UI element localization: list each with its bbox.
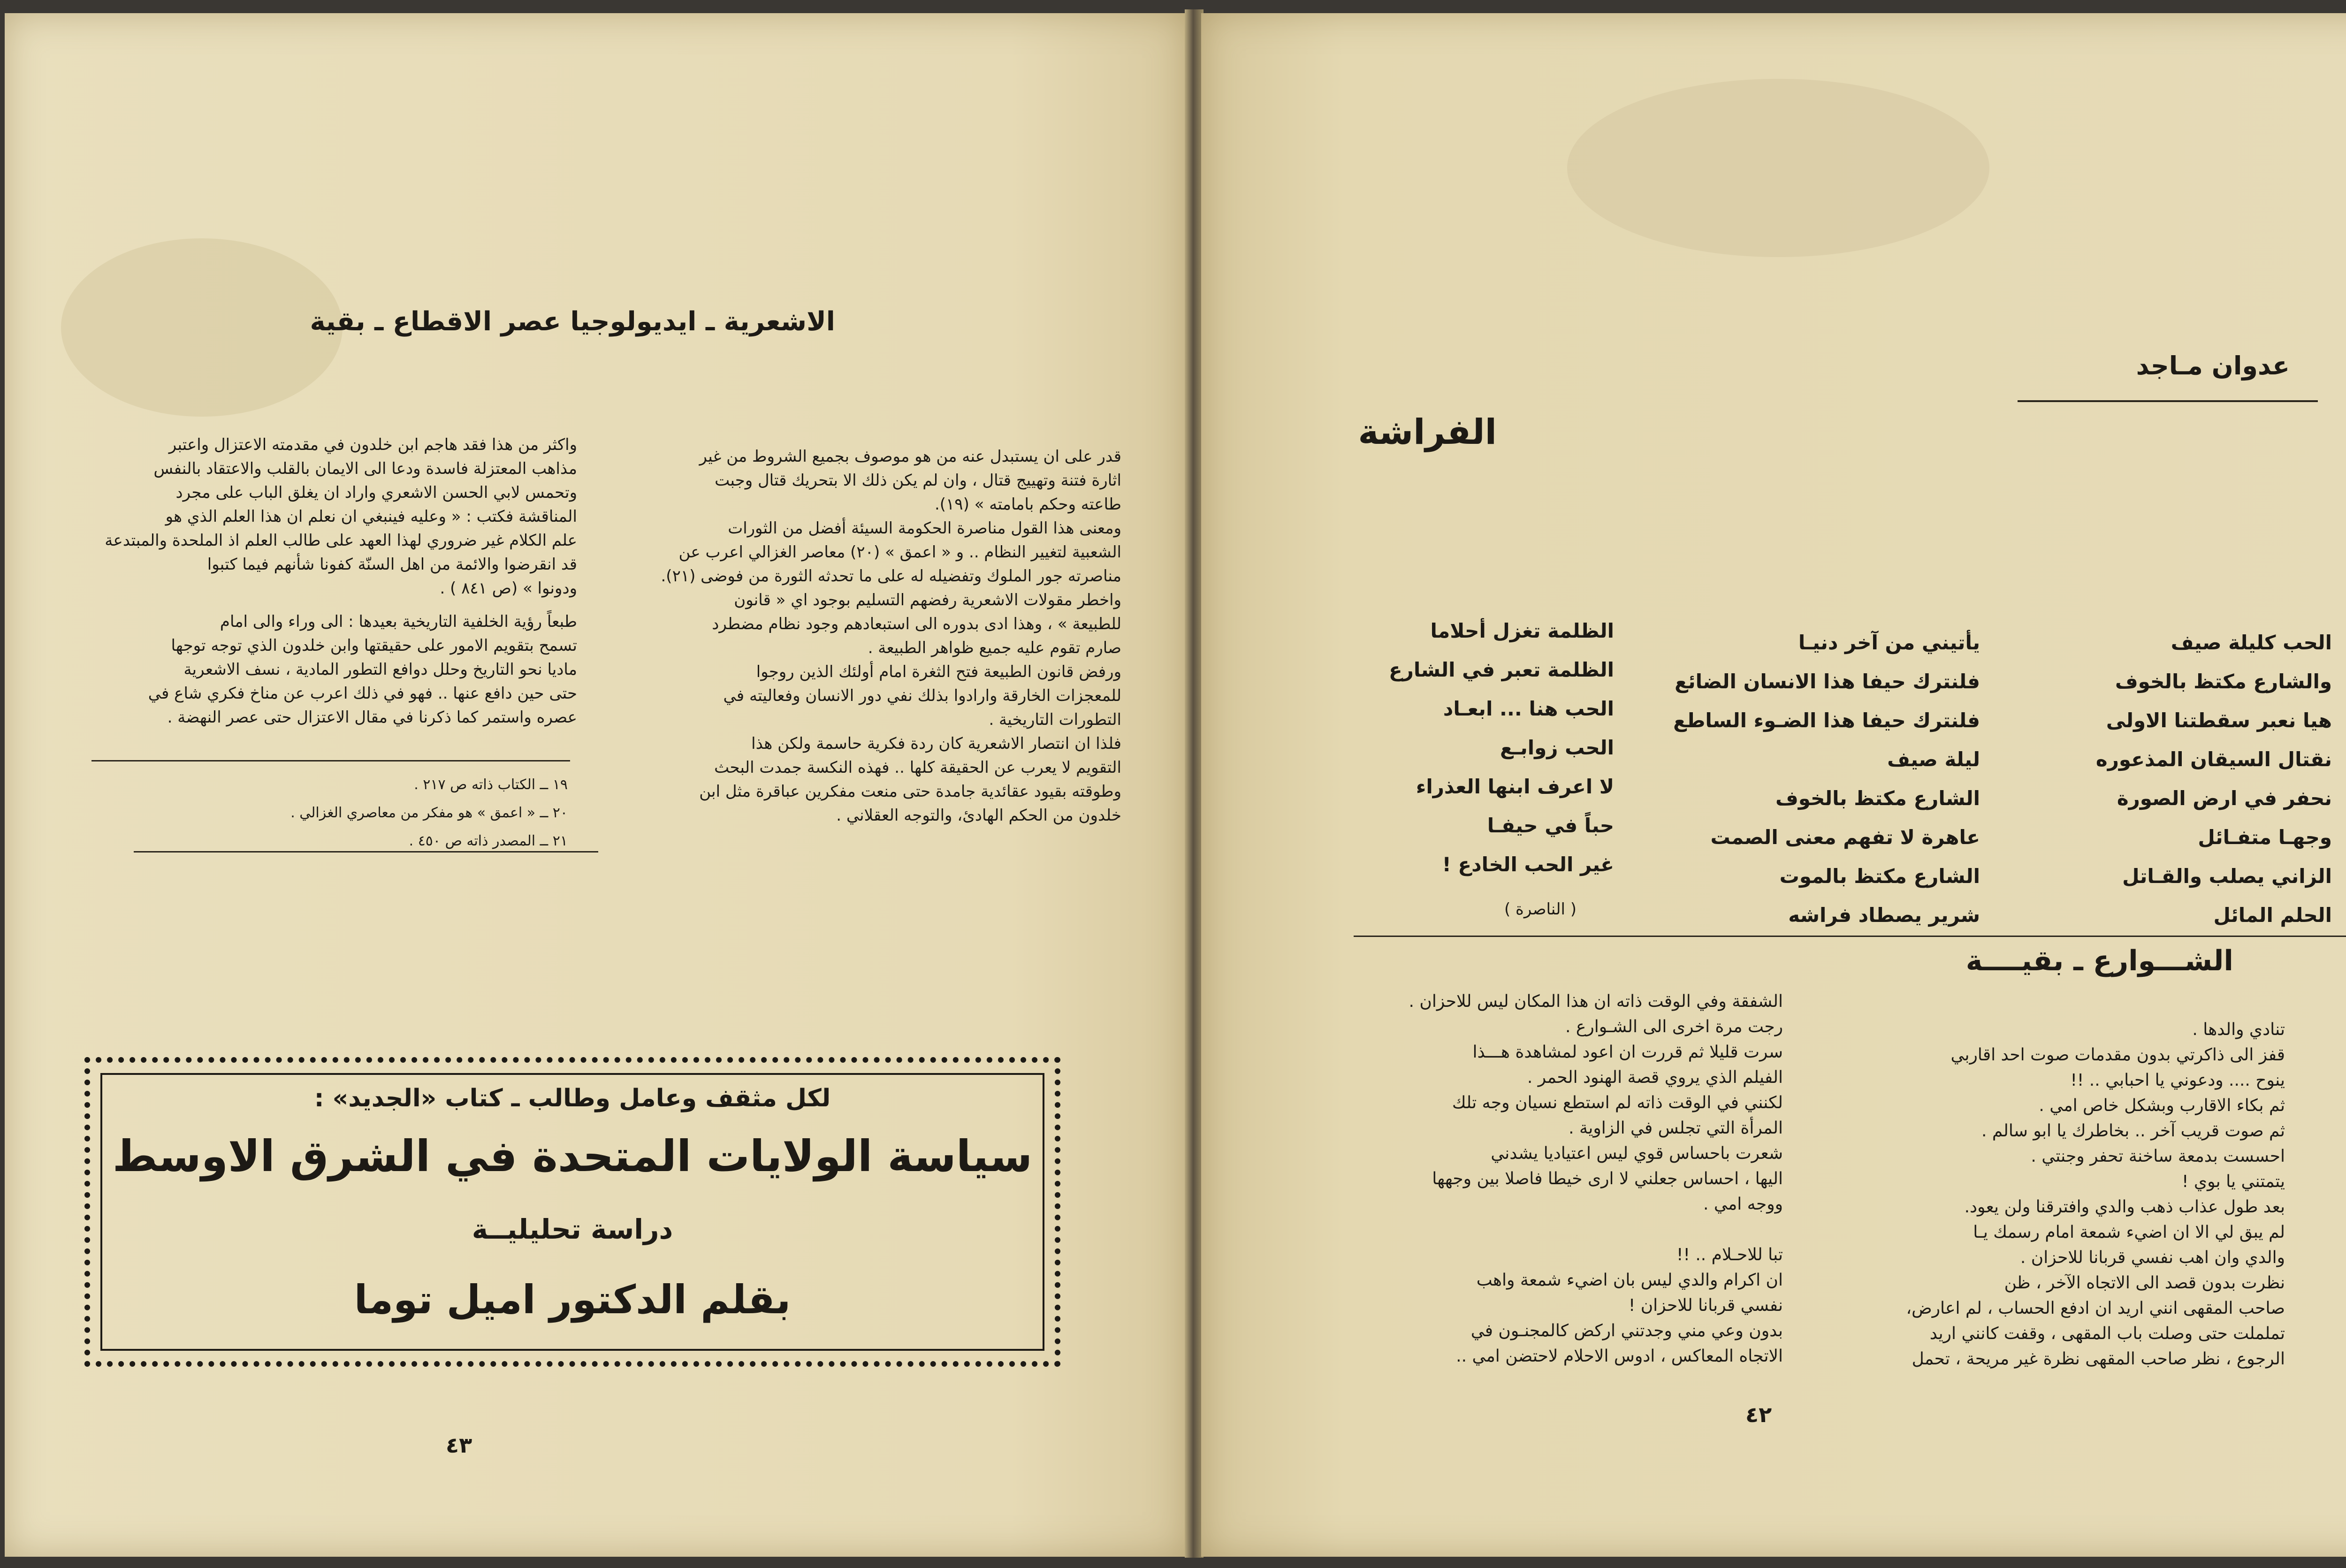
text-line: بعد طول عذاب ذهب والدي وافترقنا ولن يعود.	[1964, 1197, 2285, 1217]
text-line: بدون وعي مني وجدتني اركض كالمجنـون في	[1470, 1321, 1783, 1340]
poem-line: غير الحب الخادع !	[1442, 853, 1614, 876]
footnote: ٢١ ــ المصدر ذاته ص ٤٥٠ .	[409, 833, 568, 849]
text-line: الاتجاه المعاكس ، ادوس الاحلام لاحتضن امي ..	[1456, 1347, 1783, 1366]
text-line: واخطر مقولات الاشعرية رفضهم التسليم بوجود اي « قانون	[734, 591, 1121, 609]
poem-line: الحب كليلة صيف	[2171, 631, 2332, 654]
text-line: ينوح .... ودعوني يا احبابي .. !!	[2070, 1071, 2285, 1090]
text-line: شعرت باحساس قوي ليس اعتياديا يشدني	[1491, 1144, 1783, 1163]
section-divider	[1354, 936, 2346, 937]
text-line: علم الكلام غير ضروري لهذا العهد على طالب العلم اذ الملحدة والمبتدعة	[105, 531, 577, 550]
ad-intro: لكل مثقف وعامل وطالب ـ كتاب «الجديد» :	[314, 1084, 831, 1112]
footnotes	[131, 771, 568, 855]
text-line: وتحمس لابي الحسن الاشعري واراد ان يغلق الباب على مجرد	[175, 483, 577, 502]
poem-line: حباً في حيفـا	[1487, 814, 1614, 837]
text-line: حتى حين دافع عنها .. فهو في ذلك اعرب عن مناخ فكري شاع في	[148, 684, 577, 703]
text-line: المناقشة فكتب : « وعليه فينبغي ان نعلم ان هذا العلم الذي هو	[165, 507, 577, 526]
poem-line: هيا نعبر سقطتنا الاولى	[2106, 709, 2332, 732]
text-line: وطوقته بقيود عقائدية جامدة حتى منعت مفكرين عباقرة مثل ابن	[699, 782, 1121, 801]
poem-line: شرير يصطاد فراشه	[1788, 904, 1980, 927]
poem-column-2	[1652, 623, 1980, 935]
text-line: ومعنى هذا القول مناصرة الحكومة السيئة أفضل من الثورات	[728, 519, 1121, 538]
text-line: احسست بدمعة ساخنة تحفر وجنتي .	[2031, 1147, 2285, 1166]
page-42	[1201, 13, 2346, 1557]
poem-line: الظلمة تعبر في الشارع	[1388, 658, 1614, 681]
poem-line: الزاني يصلب والقـاتل	[2122, 865, 2332, 888]
text-line: للطبيعة » ، وهذا ادى بدوره الى استبعادهم وجود نظام مضطرد	[712, 615, 1121, 633]
text-line: المرأة التي تجلس في الزاوية .	[1569, 1119, 1783, 1138]
section-title: الشـــوارع ـ بقيــــة	[1965, 944, 2233, 977]
poem-line: الحلم المائل	[2213, 904, 2332, 927]
article-title: الاشعرية ـ ايديولوجيا عصر الاقطاع ـ بقية	[310, 306, 835, 337]
page-number: ٤٣	[446, 1432, 472, 1458]
story-column-right	[1816, 1017, 2285, 1372]
author-underline	[2018, 400, 2318, 402]
text-line: الرجوع ، نظر صاحب المقهى نظرة غير مريحة ، تحمل	[1912, 1349, 2285, 1369]
text-line: نظرت بدون قصد الى الاتجاه الآخر ، ظن	[2004, 1273, 2285, 1293]
text-line: صارم تقوم عليه جميع ظواهر الطبيعة .	[868, 639, 1121, 657]
text-line: قدر على ان يستبدل عنه من هو موصوف بجميع الشروط من غير	[699, 447, 1121, 466]
page-number: ٤٢	[1745, 1402, 1772, 1427]
text-line: خلدون من الحكم الهادئ، والتوجه العقلاني .	[836, 806, 1121, 825]
poem-title: الفراشة	[1358, 412, 1497, 452]
text-line: مذاهب المعتزلة فاسدة ودعا الى الايمان بالقلب والاعتقاد بالنفس	[153, 459, 577, 478]
text-line: اليها ، احساس جعلني لا ارى خيطا فاصلا بين وجهها	[1432, 1169, 1783, 1188]
text-line: مناصرته جور الملوك وتفضيله له على ما تحدثه الثورة من فوضى (٢١).	[661, 567, 1121, 586]
ad-subtitle: دراسة تحليليــة	[472, 1213, 673, 1245]
poem-line: الحب زوابـع	[1500, 736, 1614, 759]
poem-line: فلنترك حيفا هذا الضـوء الساطع	[1673, 709, 1980, 732]
footnote: ٢٠ ــ « اعمق » هو مفكر من معاصري الغزالي .	[290, 805, 568, 821]
text-line: واكثر من هذا فقد هاجم ابن خلدون في مقدمته الاعتزال واعتبر	[168, 435, 577, 454]
text-line: التطورات التاريخية .	[989, 710, 1121, 729]
text-line: طبعاً رؤية الخلفية التاريخية بعيدها : الى وراء والى امام	[220, 612, 577, 631]
poem-line: لا اعرف ابنها العذراء	[1416, 775, 1614, 798]
story-column-left	[1314, 989, 1783, 1369]
column-end-rule	[134, 851, 598, 853]
poem-line: عاهرة لا تفهم معنى الصمت	[1710, 826, 1980, 849]
poem-line: الحب هنا ... ابعـاد	[1443, 697, 1614, 720]
text-line: للمعجزات الخارقة وارادوا بذلك نفي دور الانسان وفعاليته في	[723, 686, 1121, 705]
text-line: عصره واستمر كما ذكرنا في مقال الاعتزال حتى عصر النهضة .	[167, 708, 577, 727]
text-line: تسمح بتقويم الامور على حقيقتها وابن خلدون الذي توجه توجها	[171, 636, 577, 655]
poem-line: والشارع مكتظ بالخوف	[2115, 670, 2332, 693]
poem-line: نقتال السيقان المذعوره	[2095, 748, 2332, 771]
book-gutter	[1185, 9, 1203, 1558]
poem-line: يأتيني من آخر دنيـا	[1798, 631, 1980, 654]
advertisement-frame	[100, 1073, 1044, 1351]
text-line: ثم صوت قريب آخر .. بخاطرك يا ابو سالم .	[1981, 1121, 2285, 1141]
text-line: والدي وان اهب نفسي قربانا للاحزان .	[2020, 1248, 2285, 1267]
text-line: ووجه امي .	[1703, 1195, 1783, 1214]
article-column-left	[84, 433, 577, 730]
paper-stain	[1567, 79, 1989, 257]
text-line: ان اكرام والدي ليس بان اضيء شمعة واهب	[1476, 1271, 1783, 1290]
text-line: سرت قليلا ثم قررت ان اعود لمشاهدة هـــذا	[1472, 1043, 1783, 1062]
article-column-right	[591, 445, 1121, 828]
book-advertisement	[84, 1057, 1060, 1367]
text-line: قد انقرضوا والائمة من اهل السنّة كفونا شأنهم فيما كتبوا	[207, 555, 577, 574]
text-line: الشفقة وفي الوقت ذاته ان هذا المكان ليس للاحزان .	[1409, 992, 1783, 1011]
poem-line: نحفر في ارض الصورة	[2117, 787, 2332, 810]
text-line: تنادي والدها .	[2192, 1020, 2285, 1039]
text-line: رجت مرة اخرى الى الشـوارع .	[1565, 1017, 1783, 1036]
poem-line: فلنترك حيفا هذا الانسان الضائع	[1675, 670, 1980, 693]
text-line: ودونوا » (ص ٨٤١ ) .	[440, 579, 577, 598]
text-line: لكنني في الوقت ذاته لم استطع نسيان وجه تلك	[1452, 1093, 1783, 1112]
ad-book-title: سياسة الولايات المتحدة في الشرق الاوسط	[112, 1131, 1033, 1181]
text-line: لم يبق لي الا ان اضيء شمعة امام رسمك يـا	[1973, 1223, 2285, 1242]
text-line: قفز الى ذاكرتي بدون مقدمات صوت احد اقاربي	[1950, 1045, 2285, 1065]
text-line: اثارة فتنة وتهييج قتال ، وان لم يكن ذلك الا بتحريك قتال وجبت	[715, 471, 1121, 490]
text-line: صاحب المقهى انني اريد ان ادفع الحساب ، لم اعارض،	[1906, 1299, 2285, 1318]
text-line: تبا للاحـلام .. !!	[1676, 1245, 1783, 1264]
text-line: الفيلم الذي يروي قصة الهنود الحمر .	[1527, 1068, 1783, 1087]
poem-line: الشارع مكتظ بالخوف	[1775, 787, 1980, 810]
text-line: طاعته وحكم بامامته » (١٩).	[934, 495, 1121, 514]
text-line: يتمتني يا بوي !	[2182, 1172, 2285, 1191]
ad-author: بقلم الدكتور اميل توما	[354, 1277, 791, 1323]
text-line: الشعبية لتغيير النظام .. و « اعمق » (٢٠) معاصر الغزالي اعرب عن	[678, 543, 1121, 562]
page-43	[5, 13, 1187, 1557]
text-line: ثم بكاء الاقارب وبشكل خاص امي .	[2039, 1096, 2285, 1115]
poem-author: عدوان مـاجد	[2136, 351, 2290, 381]
footnote-divider	[91, 760, 570, 761]
footnote: ١٩ ــ الكتاب ذاته ص ٢١٧ .	[414, 776, 568, 793]
poem-line: الشارع مكتظ بالموت	[1779, 865, 1980, 888]
text-line: فلذا ان انتصار الاشعرية كان ردة فكرية حاسمة ولكن هذا	[751, 734, 1121, 753]
text-line: التقويم لا يعرب عن الحقيقة كلها .. فهذه النكسة جمدت البحث	[714, 758, 1121, 777]
poem-line: ليلة صيف	[1887, 748, 1980, 771]
poem-place: ( الناصرة )	[1504, 900, 1577, 919]
poem-line: الظلمة تغزل أحلاما	[1430, 619, 1614, 642]
poem-column-3	[1309, 611, 1614, 884]
poem-line: وجهـا متفـائل	[2198, 826, 2332, 849]
text-line: نفسي قربانا للاحزان !	[1628, 1296, 1783, 1315]
text-line: ماديا نحو التاريخ وحلل دوافع التطور المادية ، نسف الاشعرية	[183, 660, 577, 679]
text-line: ورفض قانون الطبيعة فتح الثغرة امام أولئك الذين روجوا	[756, 662, 1121, 681]
poem-column-1	[2055, 623, 2332, 935]
text-line: تململت حتى وصلت باب المقهى ، وقفت كانني اريد	[1929, 1324, 2285, 1343]
